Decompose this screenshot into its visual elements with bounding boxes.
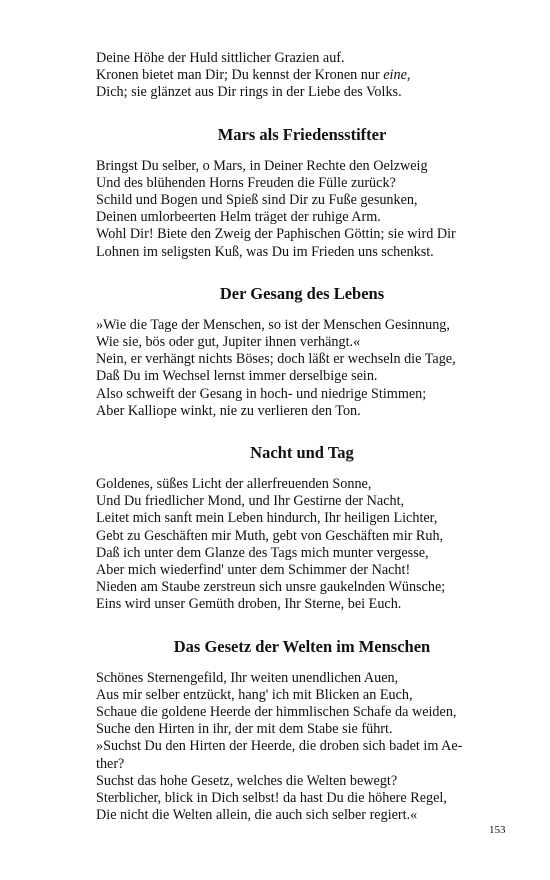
verse-line: Leitet mich sanft mein Leben hindurch, Ihr heiligen Lichter, [96, 510, 438, 527]
verse-line: Dich; sie glänzet aus Dir rings in der Liebe des Volks. [96, 84, 402, 101]
verse-line: »Wie die Tage der Menschen, so ist der Menschen Gesinnung, [96, 316, 450, 333]
verse-line: Sterblicher, blick in Dich selbst! da hast Du die höhere Regel, [96, 790, 447, 807]
verse-line [96, 67, 516, 84]
page-number: 153 [489, 824, 506, 836]
page-body [96, 50, 516, 825]
verse-line: Bringst Du selber, o Mars, in Deiner Rechte den Oelzweig [96, 157, 428, 174]
verse-line: Suche den Hirten in ihr, der mit dem Stabe sie führt. [96, 721, 393, 738]
verse-line: Lohnen im seligsten Kuß, was Du im Frieden uns schenkst. [96, 243, 434, 260]
verse-line: Und Du friedlicher Mond, und Ihr Gestirne der Nacht, [96, 493, 405, 510]
verse-line: Die nicht die Welten allein, die auch sich selber regiert.« [96, 807, 418, 824]
poem-block [96, 317, 516, 420]
verse-text: Kronen bietet man Dir; Du kennst der Kronen nur [96, 67, 384, 84]
verse-line: Nieden am Staube zerstreun sich unsre gaukelnden Wünsche; [96, 579, 446, 596]
verse-line: Deinen umlorbeerten Helm träget der ruhige Arm. [96, 209, 381, 226]
verse-line: Und des blühenden Horns Freuden die Fülle zurück? [96, 174, 396, 191]
verse-line: Nein, er verhängt nichts Böses; doch läßt er wechseln die Tage, [96, 351, 456, 368]
verse-emphasis: eine, [383, 67, 411, 84]
verse-line: Gebt zu Geschäften mir Muth, gebt von Geschäften mir Ruh, [96, 527, 444, 544]
verse-line: Daß ich unter dem Glanze des Tags mich munter vergesse, [96, 544, 429, 561]
verse-line: ther? [96, 755, 125, 772]
verse-line: Schild und Bogen und Spieß sind Dir zu Fuße gesunken, [96, 192, 418, 209]
verse-line: »Suchst Du den Hirten der Heerde, die droben sich badet im Ae- [96, 738, 463, 755]
verse-line: Eins wird unser Gemüth droben, Ihr Sterne, bei Euch. [96, 596, 402, 613]
poem-title: Das Gesetz der Welten im Menschen [173, 636, 431, 656]
verse-line: Aber mich wiederfind' unter dem Schimmer der Nacht! [96, 562, 411, 579]
verse-line: Aus mir selber entzückt, hang' ich mit Blicken an Euch, [96, 686, 413, 703]
verse-line: Wie sie, bös oder gut, Jupiter ihnen verhängt.« [96, 334, 361, 351]
verse-line: Also schweift der Gesang in hoch- und niedrige Stimmen; [96, 385, 427, 402]
verse-line: Goldenes, süßes Licht der allerfreuenden Sonne, [96, 476, 372, 493]
verse-line: Deine Höhe der Huld sittlicher Grazien auf. [96, 50, 345, 66]
verse-line: Schönes Sternengefild, Ihr weiten unendlichen Auen, [96, 669, 399, 686]
poem-title: Mars als Friedensstifter [217, 124, 387, 144]
verse-line: Wohl Dir! Biete den Zweig der Paphischen Göttin; sie wird Dir [96, 226, 456, 243]
verse-line: Daß Du im Wechsel lernst immer derselbige sein. [96, 368, 378, 385]
verse-line: Aber Kalliope winkt, nie zu verlieren den Ton. [96, 402, 361, 419]
verse-line: Schaue die goldene Heerde der himmlischen Schafe da weiden, [96, 704, 457, 721]
verse-line: Suchst das hohe Gesetz, welches die Welten bewegt? [96, 772, 398, 789]
poem-block [96, 158, 516, 261]
poem-block [96, 670, 516, 825]
poem-title: Nacht und Tag [250, 443, 354, 463]
poem-block [96, 476, 516, 614]
poem-block [96, 50, 516, 102]
poem-title: Der Gesang des Lebens [219, 283, 385, 303]
